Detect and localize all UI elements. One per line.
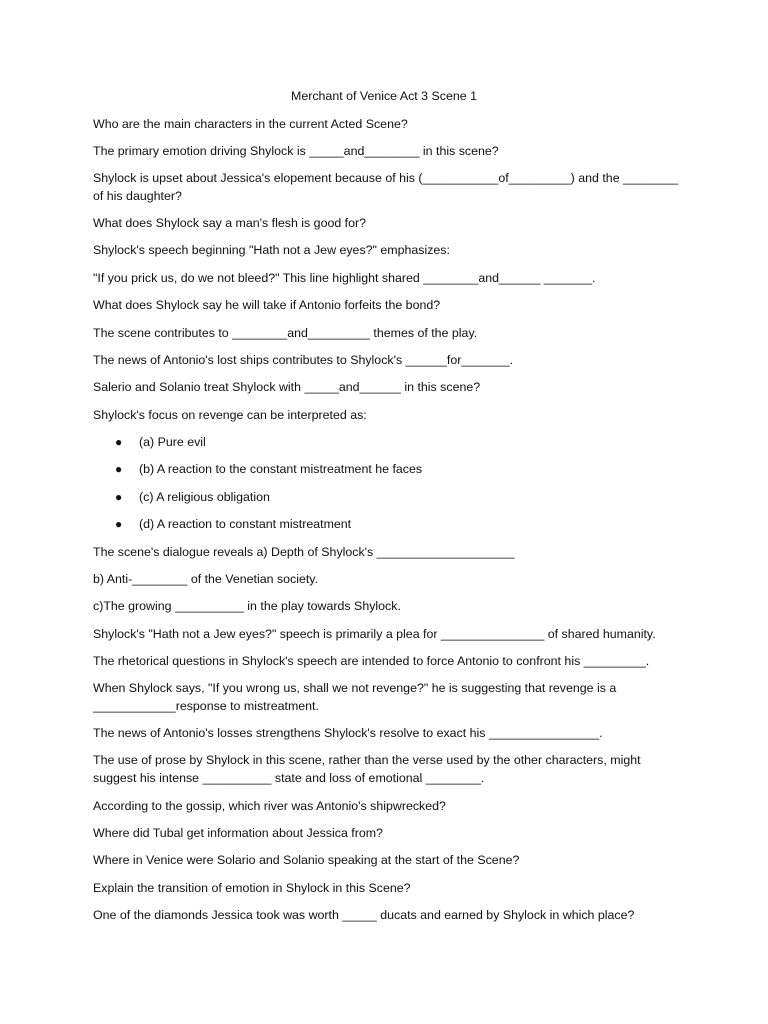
option-text: (c) A religious obligation: [139, 490, 270, 504]
question-anti-venetian: b) Anti-________ of the Venetian society.: [93, 572, 319, 586]
question-lost-ships: The news of Antonio's lost ships contributes to Shylock's ______for_______.: [93, 353, 514, 367]
question-primary-emotion: The primary emotion driving Shylock is _____and________ in this scene?: [93, 144, 499, 158]
question-rhetorical: The rhetorical questions in Shylock's speech are intended to force Antonio to confront his _________.: [93, 654, 650, 668]
question-mans-flesh: What does Shylock say a man's flesh is good for?: [93, 216, 367, 230]
question-themes: The scene contributes to ________and_________ themes of the play.: [93, 326, 478, 340]
question-revenge-interpretation: Shylock's focus on revenge can be interpreted as:: [93, 408, 367, 422]
option-text: (d) A reaction to constant mistreatment: [139, 517, 352, 531]
option-text: (a) Pure evil: [139, 435, 206, 449]
question-plea: Shylock's "Hath not a Jew eyes?" speech is primarily a plea for _______________ of shared humanity.: [93, 627, 656, 641]
question-forfeit-bond: What does Shylock say he will take if Antonio forfeits the bond?: [93, 298, 441, 312]
question-main-characters: Who are the main characters in the current Acted Scene?: [93, 117, 408, 131]
question-prick-us: "If you prick us, do we not bleed?" This line highlight shared ________and______ _______.: [93, 271, 596, 285]
question-river: According to the gossip, which river was Antonio's shipwrecked?: [93, 799, 446, 813]
question-growing: c)The growing __________ in the play towards Shylock.: [93, 599, 401, 613]
question-jessica-elopement: Shylock is upset about Jessica's elopement because of his (___________of_________) and the ________ of his daughter?: [93, 171, 679, 203]
question-dialogue-depth: The scene's dialogue reveals a) Depth of Shylock's ____________________: [93, 545, 515, 559]
page-title: Merchant of Venice Act 3 Scene 1: [291, 89, 477, 103]
bullet-icon: ●: [115, 462, 123, 476]
question-wrong-us: When Shylock says, "If you wrong us, shall we not revenge?" he is suggesting that revenge is a ____________response to mistreatment.: [93, 681, 617, 713]
option-text: (b) A reaction to the constant mistreatment he faces: [139, 462, 423, 476]
question-venice-location: Where in Venice were Solario and Solanio speaking at the start of the Scene?: [93, 853, 520, 867]
question-salerio-solanio: Salerio and Solanio treat Shylock with _____and______ in this scene?: [93, 380, 481, 394]
question-diamonds: One of the diamonds Jessica took was worth _____ ducats and earned by Shylock in which place?: [93, 908, 635, 922]
question-hath-not-a-jew: Shylock's speech beginning "Hath not a Jew eyes?" emphasizes:: [93, 243, 450, 257]
question-prose: The use of prose by Shylock in this scene, rather than the verse used by the other characters, might suggest his intense __________ state and loss of emotional ________.: [93, 753, 641, 785]
bullet-icon: ●: [115, 435, 123, 449]
question-resolve: The news of Antonio's losses strengthens Shylock's resolve to exact his ________________.: [93, 726, 603, 740]
bullet-icon: ●: [115, 517, 123, 531]
question-emotion-transition: Explain the transition of emotion in Shylock in this Scene?: [93, 881, 411, 895]
bullet-icon: ●: [115, 490, 123, 504]
question-tubal: Where did Tubal get information about Jessica from?: [93, 826, 383, 840]
